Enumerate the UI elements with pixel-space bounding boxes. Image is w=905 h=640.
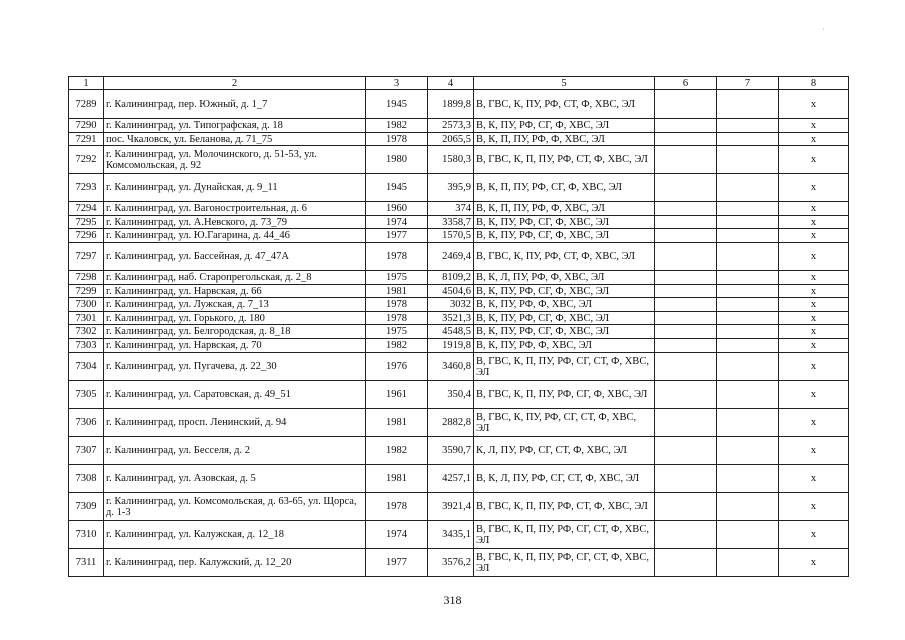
col7-cell [717, 133, 779, 146]
address-cell: г. Калининград, ул. Ю.Гагарина, д. 44_46 [104, 229, 366, 243]
services-cell: В, К, ПУ, РФ, Ф, ХВС, ЭЛ [474, 339, 655, 353]
mark-cell: x [779, 409, 849, 437]
mark-cell: x [779, 298, 849, 312]
year-cell: 1981 [366, 285, 428, 298]
col6-cell [655, 339, 717, 353]
row-number: 7289 [69, 90, 104, 119]
header-cell-8: 8 [779, 77, 849, 90]
col6-cell [655, 216, 717, 229]
services-cell: В, К, П, ПУ, РФ, Ф, ХВС, ЭЛ [474, 133, 655, 146]
col7-cell [717, 381, 779, 409]
mark-cell: x [779, 271, 849, 285]
col6-cell [655, 381, 717, 409]
table-row [69, 119, 849, 133]
address-cell: г. Калининград, ул. Типографская, д. 18 [104, 119, 366, 133]
header-cell-5: 5 [474, 77, 655, 90]
col6-cell [655, 174, 717, 202]
year-cell: 1981 [366, 465, 428, 493]
mark-cell: x [779, 437, 849, 465]
address-cell: г. Калининград, пер. Южный, д. 1_7 [104, 90, 366, 119]
address-cell: г. Калининград, ул. Лужская, д. 7_13 [104, 298, 366, 312]
year-cell: 1945 [366, 90, 428, 119]
year-cell: 1978 [366, 243, 428, 271]
header-cell-7: 7 [717, 77, 779, 90]
col7-cell [717, 298, 779, 312]
header-cell-3: 3 [366, 77, 428, 90]
address-cell: г. Калининград, ул. Калужская, д. 12_18 [104, 521, 366, 549]
mark-cell: x [779, 216, 849, 229]
row-number: 7299 [69, 285, 104, 298]
col7-cell [717, 521, 779, 549]
table-row [69, 90, 849, 119]
services-cell: В, ГВС, К, ПУ, РФ, СТ, Ф, ХВС, ЭЛ [474, 90, 655, 119]
mark-cell: x [779, 353, 849, 381]
year-cell: 1982 [366, 339, 428, 353]
mark-cell: x [779, 243, 849, 271]
mark-cell: x [779, 325, 849, 339]
address-cell: г. Калининград, ул. Бассейная, д. 47_47А [104, 243, 366, 271]
col6-cell [655, 325, 717, 339]
row-number: 7300 [69, 298, 104, 312]
table-row [69, 325, 849, 339]
col7-cell [717, 325, 779, 339]
col6-cell [655, 243, 717, 271]
services-cell: В, К, ПУ, РФ, Ф, ХВС, ЭЛ [474, 298, 655, 312]
area-cell: 2469,4 [428, 243, 474, 271]
address-cell: г. Калининград, ул. Нарвская, д. 66 [104, 285, 366, 298]
col6-cell [655, 271, 717, 285]
area-cell: 3590,7 [428, 437, 474, 465]
services-cell: В, ГВС, К, П, ПУ, РФ, СГ, Ф, ХВС, ЭЛ [474, 381, 655, 409]
services-cell: В, К, ПУ, РФ, СГ, Ф, ХВС, ЭЛ [474, 325, 655, 339]
col6-cell [655, 229, 717, 243]
col6-cell [655, 119, 717, 133]
col6-cell [655, 549, 717, 577]
col6-cell [655, 437, 717, 465]
services-cell: В, К, ПУ, РФ, СГ, Ф, ХВС, ЭЛ [474, 312, 655, 325]
address-cell: г. Калининград, ул. Азовская, д. 5 [104, 465, 366, 493]
col7-cell [717, 90, 779, 119]
row-number: 7307 [69, 437, 104, 465]
row-number: 7309 [69, 493, 104, 521]
col6-cell [655, 146, 717, 174]
mark-cell: x [779, 339, 849, 353]
mark-cell: x [779, 312, 849, 325]
table-row [69, 202, 849, 216]
services-cell: В, К, П, ПУ, РФ, Ф, ХВС, ЭЛ [474, 202, 655, 216]
address-cell: г. Калининград, ул. Комсомольская, д. 63-65, ул. Щорса, д. 1-3 [104, 493, 366, 521]
mark-cell: x [779, 381, 849, 409]
address-cell: г. Калининград, ул. Белгородская, д. 8_18 [104, 325, 366, 339]
row-number: 7296 [69, 229, 104, 243]
col7-cell [717, 465, 779, 493]
area-cell: 3460,8 [428, 353, 474, 381]
row-number: 7298 [69, 271, 104, 285]
row-number: 7311 [69, 549, 104, 577]
row-number: 7303 [69, 339, 104, 353]
row-number: 7305 [69, 381, 104, 409]
col6-cell [655, 409, 717, 437]
year-cell: 1982 [366, 437, 428, 465]
services-cell: В, ГВС, К, П, ПУ, РФ, СГ, СТ, Ф, ХВС, ЭЛ [474, 353, 655, 381]
col7-cell [717, 549, 779, 577]
row-number: 7301 [69, 312, 104, 325]
year-cell: 1977 [366, 549, 428, 577]
mark-cell: x [779, 146, 849, 174]
area-cell: 374 [428, 202, 474, 216]
col6-cell [655, 353, 717, 381]
services-cell: В, ГВС, К, П, ПУ, РФ, СТ, Ф, ХВС, ЭЛ [474, 493, 655, 521]
address-cell: г. Калининград, ул. А.Невского, д. 73_79 [104, 216, 366, 229]
address-cell: г. Калининград, ул. Бесселя, д. 2 [104, 437, 366, 465]
col6-cell [655, 521, 717, 549]
address-cell: г. Калининград, пер. Калужский, д. 12_20 [104, 549, 366, 577]
col7-cell [717, 271, 779, 285]
area-cell: 3032 [428, 298, 474, 312]
row-number: 7295 [69, 216, 104, 229]
year-cell: 1945 [366, 174, 428, 202]
services-cell: В, К, ПУ, РФ, СГ, Ф, ХВС, ЭЛ [474, 285, 655, 298]
table-row [69, 353, 849, 381]
year-cell: 1960 [366, 202, 428, 216]
area-cell: 4504,6 [428, 285, 474, 298]
year-cell: 1975 [366, 325, 428, 339]
area-cell: 1919,8 [428, 339, 474, 353]
area-cell: 3435,1 [428, 521, 474, 549]
services-cell: В, К, Л, ПУ, РФ, Ф, ХВС, ЭЛ [474, 271, 655, 285]
year-cell: 1978 [366, 298, 428, 312]
header-cell-2: 2 [104, 77, 366, 90]
year-cell: 1961 [366, 381, 428, 409]
col7-cell [717, 339, 779, 353]
year-cell: 1974 [366, 216, 428, 229]
page-number: 318 [443, 593, 462, 607]
mark-cell: x [779, 465, 849, 493]
col6-cell [655, 133, 717, 146]
table-row [69, 174, 849, 202]
area-cell: 3921,4 [428, 493, 474, 521]
col7-cell [717, 493, 779, 521]
address-cell: г. Калининград, наб. Старопрегольская, д. 2_8 [104, 271, 366, 285]
mark-cell: x [779, 202, 849, 216]
mark-cell: x [779, 229, 849, 243]
col7-cell [717, 409, 779, 437]
services-cell: В, ГВС, К, ПУ, РФ, СТ, Ф, ХВС, ЭЛ [474, 243, 655, 271]
col7-cell [717, 229, 779, 243]
mark-cell: x [779, 549, 849, 577]
col7-cell [717, 119, 779, 133]
area-cell: 2065,5 [428, 133, 474, 146]
col6-cell [655, 90, 717, 119]
area-cell: 1899,8 [428, 90, 474, 119]
col7-cell [717, 243, 779, 271]
col7-cell [717, 312, 779, 325]
year-cell: 1975 [366, 271, 428, 285]
table-row [69, 243, 849, 271]
row-number: 7291 [69, 133, 104, 146]
col6-cell [655, 202, 717, 216]
table-row [69, 271, 849, 285]
col7-cell [717, 146, 779, 174]
row-number: 7302 [69, 325, 104, 339]
row-number: 7294 [69, 202, 104, 216]
col7-cell [717, 285, 779, 298]
services-cell: В, ГВС, К, П, ПУ, РФ, СГ, СТ, Ф, ХВС, ЭЛ [474, 521, 655, 549]
services-cell: В, ГВС, К, П, ПУ, РФ, СГ, СТ, Ф, ХВС, ЭЛ [474, 549, 655, 577]
year-cell: 1978 [366, 493, 428, 521]
row-number: 7306 [69, 409, 104, 437]
mark-cell: x [779, 285, 849, 298]
header-cell-6: 6 [655, 77, 717, 90]
table-row [69, 285, 849, 298]
mark-cell: x [779, 90, 849, 119]
table-row [69, 409, 849, 437]
year-cell: 1978 [366, 312, 428, 325]
col7-cell [717, 202, 779, 216]
row-number: 7290 [69, 119, 104, 133]
col7-cell [717, 437, 779, 465]
table-row [69, 493, 849, 521]
area-cell: 4257,1 [428, 465, 474, 493]
address-cell: г. Калининград, ул. Нарвская, д. 70 [104, 339, 366, 353]
col6-cell [655, 312, 717, 325]
table-row [69, 216, 849, 229]
address-cell: г. Калининград, ул. Пугачева, д. 22_30 [104, 353, 366, 381]
address-cell: г. Калининград, ул. Вагоностроительная, д. 6 [104, 202, 366, 216]
year-cell: 1982 [366, 119, 428, 133]
address-cell: г. Калининград, ул. Саратовская, д. 49_51 [104, 381, 366, 409]
area-cell: 4548,5 [428, 325, 474, 339]
area-cell: 350,4 [428, 381, 474, 409]
row-number: 7297 [69, 243, 104, 271]
header-cell-1: 1 [69, 77, 104, 90]
row-number: 7293 [69, 174, 104, 202]
year-cell: 1978 [366, 133, 428, 146]
area-cell: 3358,7 [428, 216, 474, 229]
table-row [69, 549, 849, 577]
mark-cell: x [779, 493, 849, 521]
table-row [69, 465, 849, 493]
col7-cell [717, 174, 779, 202]
table-row [69, 312, 849, 325]
year-cell: 1981 [366, 409, 428, 437]
row-number: 7304 [69, 353, 104, 381]
mark-cell: x [779, 521, 849, 549]
table-row [69, 133, 849, 146]
col6-cell [655, 298, 717, 312]
services-cell: В, К, ПУ, РФ, СГ, Ф, ХВС, ЭЛ [474, 229, 655, 243]
services-cell: К, Л, ПУ, РФ, СГ, СТ, Ф, ХВС, ЭЛ [474, 437, 655, 465]
table-row [69, 521, 849, 549]
col6-cell [655, 493, 717, 521]
col6-cell [655, 285, 717, 298]
table-row [69, 146, 849, 174]
area-cell: 3521,3 [428, 312, 474, 325]
table-row [69, 298, 849, 312]
scan-speck: · [822, 25, 825, 34]
mark-cell: x [779, 133, 849, 146]
year-cell: 1977 [366, 229, 428, 243]
area-cell: 1580,3 [428, 146, 474, 174]
area-cell: 3576,2 [428, 549, 474, 577]
mark-cell: x [779, 174, 849, 202]
housing-register-table [68, 76, 849, 577]
services-cell: В, К, ПУ, РФ, СГ, Ф, ХВС, ЭЛ [474, 119, 655, 133]
table-row [69, 339, 849, 353]
services-cell: В, К, П, ПУ, РФ, СГ, Ф, ХВС, ЭЛ [474, 174, 655, 202]
row-number: 7310 [69, 521, 104, 549]
table-row [69, 229, 849, 243]
area-cell: 2882,8 [428, 409, 474, 437]
address-cell: г. Калининград, ул. Дунайская, д. 9_11 [104, 174, 366, 202]
area-cell: 395,9 [428, 174, 474, 202]
year-cell: 1974 [366, 521, 428, 549]
area-cell: 1570,5 [428, 229, 474, 243]
row-number: 7292 [69, 146, 104, 174]
mark-cell: x [779, 119, 849, 133]
address-cell: г. Калининград, просп. Ленинский, д. 94 [104, 409, 366, 437]
header-cell-4: 4 [428, 77, 474, 90]
services-cell: В, К, Л, ПУ, РФ, СГ, СТ, Ф, ХВС, ЭЛ [474, 465, 655, 493]
table-row [69, 381, 849, 409]
header-row [69, 77, 849, 90]
services-cell: В, ГВС, К, ПУ, РФ, СГ, СТ, Ф, ХВС, ЭЛ [474, 409, 655, 437]
col7-cell [717, 353, 779, 381]
address-cell: г. Калининград, ул. Молочинского, д. 51-53, ул. Комсомольская, д. 92 [104, 146, 366, 174]
year-cell: 1976 [366, 353, 428, 381]
year-cell: 1980 [366, 146, 428, 174]
area-cell: 2573,3 [428, 119, 474, 133]
area-cell: 8109,2 [428, 271, 474, 285]
address-cell: пос. Чкаловск, ул. Беланова, д. 71_75 [104, 133, 366, 146]
services-cell: В, ГВС, К, П, ПУ, РФ, СТ, Ф, ХВС, ЭЛ [474, 146, 655, 174]
col6-cell [655, 465, 717, 493]
row-number: 7308 [69, 465, 104, 493]
col7-cell [717, 216, 779, 229]
services-cell: В, К, ПУ, РФ, СГ, Ф, ХВС, ЭЛ [474, 216, 655, 229]
table-row [69, 437, 849, 465]
address-cell: г. Калининград, ул. Горького, д. 180 [104, 312, 366, 325]
